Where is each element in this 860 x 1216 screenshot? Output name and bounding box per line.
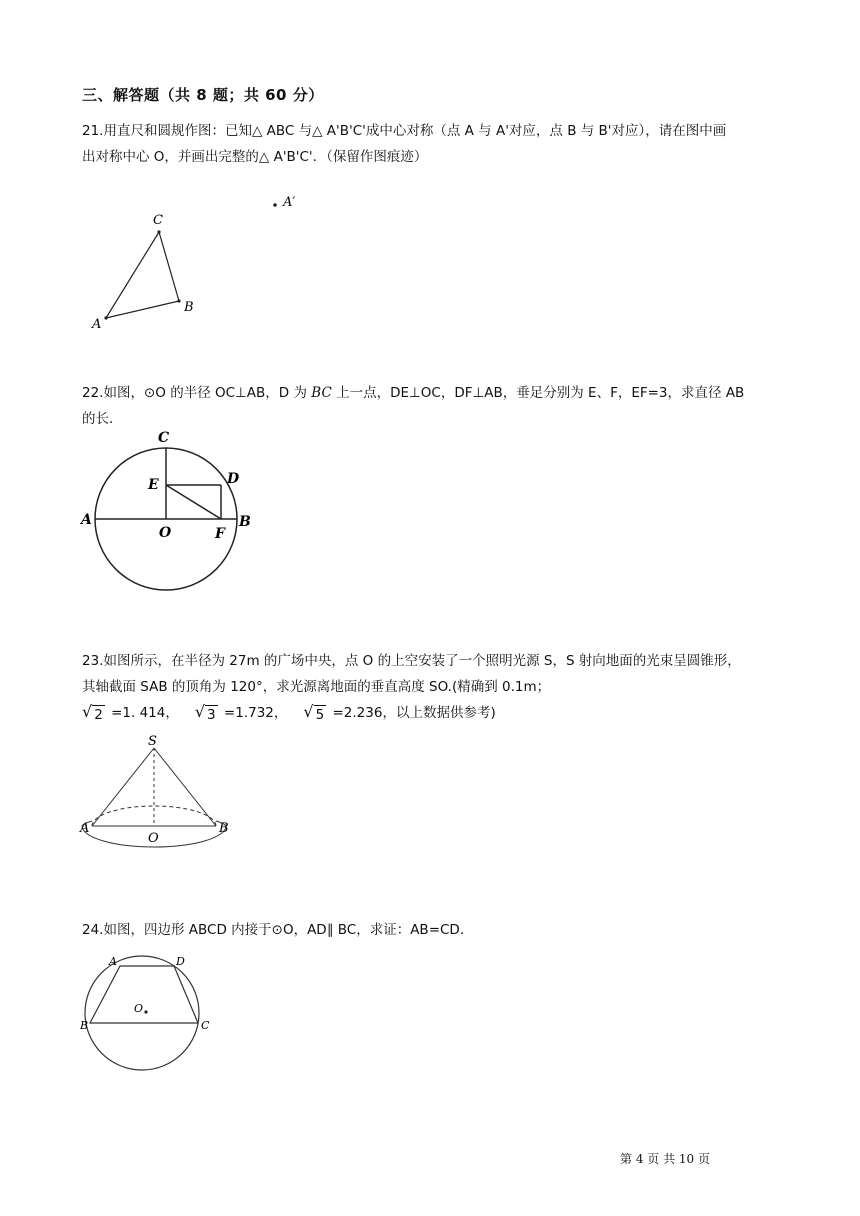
label-a: A (81, 512, 92, 528)
label-o: O (148, 831, 159, 846)
point-c (157, 230, 160, 233)
label-c: C (201, 1019, 210, 1032)
q22-line-1a: 22.如图，⊙O 的半径 OC⊥AB，D 为 (82, 385, 312, 401)
slant-sa (92, 748, 154, 826)
quadrilateral-abcd (90, 966, 198, 1023)
value-sqrt-2: =1. 414， (106, 705, 179, 721)
label-a-prime: A′ (283, 195, 296, 210)
sqrt-2: √ 2 (82, 702, 103, 723)
center-o (144, 1010, 147, 1013)
q22-line-1b: 上一点，DE⊥OC，DF⊥AB，垂足分别为 E、F，EF=3，求直径 AB (331, 385, 745, 401)
label-s: S (148, 734, 157, 749)
sqrt-5: √ 5 (303, 702, 325, 723)
q23-line-2: 其轴截面 SAB 的顶角为 120°，求光源离地面的垂直高度 SO.(精确到 0.1m； (82, 679, 551, 695)
label-c: C (153, 213, 163, 228)
label-b: B (219, 821, 229, 836)
value-sqrt-3: =1.732， (219, 705, 288, 721)
value-sqrt-5: =2.236，以上数据供参考) (328, 705, 496, 721)
label-b: B (239, 514, 251, 530)
label-c: C (158, 430, 170, 446)
q23-line-1: 23.如图所示，在半径为 27m 的广场中央，点 O 的上空安装了一个照明光源 S，S 射向地面的光束呈圆锥形， (82, 653, 741, 669)
question-21 (82, 118, 782, 170)
label-o: O (134, 1002, 144, 1015)
label-b: B (80, 1019, 89, 1032)
label-d: D (176, 955, 185, 968)
q23-cone-figure (78, 733, 248, 858)
q23-reference-values (82, 700, 496, 726)
side-cb (159, 232, 179, 301)
label-f: F (215, 526, 225, 542)
arc-bc: BC (311, 385, 332, 401)
q22-line-2: 的长． (82, 411, 123, 427)
q21-line-1: 21.用直尺和圆规作图：已知△ ABC 与△ A'B'C'成中心对称（点 A 与 A'对应，点 B 与 B'对应），请在图中画 (82, 123, 727, 139)
q21-line-2: 出对称中心 O，并画出完整的△ A'B'C'．（保留作图痕迹） (82, 149, 428, 165)
page-footer: 第 4 页 共 10 页 (620, 1152, 710, 1166)
label-b: B (184, 300, 194, 315)
label-e: E (148, 477, 159, 493)
q24-line-1: 24.如图，四边形 ABCD 内接于⊙O，AD∥ BC，求证：AB=CD． (82, 922, 474, 938)
point-b (177, 299, 180, 302)
label-a: A (92, 317, 102, 332)
question-23 (82, 648, 782, 700)
label-a: A (109, 955, 117, 968)
q22-circle-figure (75, 425, 275, 595)
question-24 (82, 917, 782, 943)
label-d: D (227, 471, 240, 487)
side-ab (106, 301, 179, 318)
q24-circle-figure (78, 950, 218, 1075)
section-title: 三、解答题（共 8 题；共 60 分） (82, 86, 324, 104)
label-o: O (159, 525, 172, 541)
slant-sb (154, 748, 216, 826)
point-a-prime (273, 203, 277, 207)
point-a (104, 316, 107, 319)
q21-triangle-figure (80, 190, 320, 340)
sqrt-3: √ 3 (194, 702, 216, 723)
side-ac (106, 232, 159, 318)
label-a: A (80, 821, 90, 836)
segment-ef (166, 485, 221, 519)
